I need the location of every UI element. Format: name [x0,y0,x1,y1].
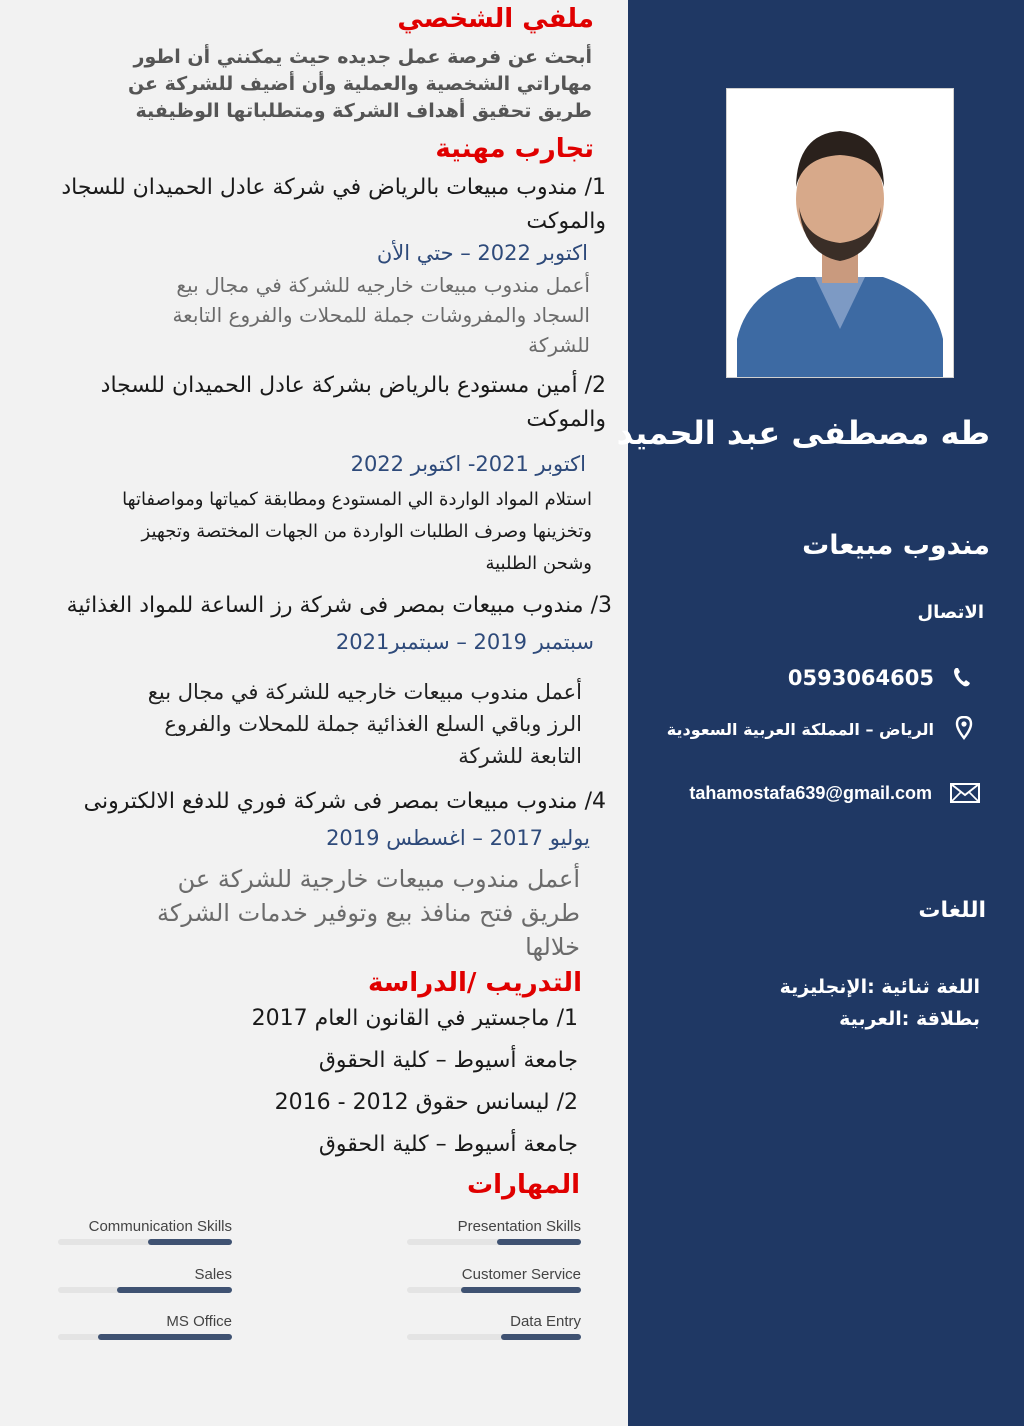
skill-label: Presentation Skills [457,1218,581,1235]
skill-bar-fill [117,1287,232,1293]
skill-bar-track [407,1334,581,1340]
skill-bar-fill [501,1334,581,1340]
job-3-date: سبتمبر 2019 – سبتمبر2021 [335,630,594,654]
skill-bar-fill [497,1239,581,1245]
skill-bar-fill [461,1287,581,1293]
skill-bar-track [58,1334,232,1340]
job-1-desc-line-3: للشركة [528,333,590,357]
phone-number: 0593064605 [787,666,934,690]
job-4-desc-line-1: أعمل مندوب مبيعات خارجية للشركة عن [177,865,580,893]
email-address: tahamostafa639@gmail.com [689,783,932,803]
job-2-date: اكتوبر 2021- اكتوبر 2022 [350,452,586,476]
candidate-name: طه مصطفى عبد الحميد [616,414,990,452]
education-item-4: جامعة أسيوط – كلية الحقوق [318,1132,578,1157]
profile-photo [726,88,954,378]
skill-bar-fill [148,1239,232,1245]
candidate-job-title: مندوب مبيعات [802,530,990,561]
job-1-title-line-1: 1/ مندوب مبيعات بالرياض في شركة عادل الحميدان للسجاد [61,175,606,200]
job-4-title: 4/ مندوب مبيعات بمصر فى شركة فوري للدفع الالكترونى [83,789,606,814]
profile-heading: ملفي الشخصي [397,4,594,34]
location-text: الرياض – المملكة العربية السعودية [666,720,934,739]
education-item-2: جامعة أسيوط – كلية الحقوق [318,1048,578,1073]
job-4-desc-line-3: خلالها [525,933,580,961]
job-2-desc-line-2: وتخزينها وصرف الطلبات الواردة من الجهات المختصة وتجهيز [141,521,592,542]
education-heading: التدريب /الدراسة [367,968,582,998]
job-2-title-line-1: 2/ أمين مستودع بالرياض بشركة عادل الحميدان للسجاد [100,373,606,398]
job-3-desc-line-3: التابعة للشركة [458,744,582,768]
phone-icon [952,666,972,688]
contact-heading: الاتصال [917,602,984,623]
job-4-desc-line-2: طريق فتح منافذ بيع وتوفير خدمات الشركة [157,899,580,927]
education-item-1: 1/ ماجستير في القانون العام 2017 [251,1006,578,1031]
skill-bar-track [407,1239,581,1245]
education-item-3: 2/ ليسانس حقوق 2012 - 2016 [274,1090,578,1115]
skill-bar-fill [98,1334,232,1340]
skill-label: MS Office [166,1313,232,1330]
experience-heading: تجارب مهنية [435,134,594,164]
job-2-desc-line-3: وشحن الطلبية [485,553,592,574]
job-4-date: يوليو 2017 – اغسطس 2019 [326,826,590,850]
job-1-title-line-2: والموكت [526,209,606,234]
summary-line-2: مهاراتي الشخصية والعملية وأن أضيف للشركة عن [127,73,592,95]
skill-label: Communication Skills [88,1218,232,1235]
skill-bar-track [58,1239,232,1245]
skills-heading: المهارات [466,1170,580,1200]
job-3-title: 3/ مندوب مبيعات بمصر فى شركة رز الساعة للمواد الغذائية [66,593,612,618]
skill-bar-track [407,1287,581,1293]
summary-line-1: أبحث عن فرصة عمل جديده حيث يمكنني أن اطور [133,46,592,68]
skill-bar-track [58,1287,232,1293]
job-3-desc-line-2: الرز وباقي السلع الغذائية جملة للمحلات والفروع [164,712,582,736]
job-2-title-line-2: والموكت [526,407,606,432]
envelope-icon [950,783,980,803]
job-2-desc-line-1: استلام المواد الواردة الي المستودع ومطابقة كمياتها ومواصفاتها [122,489,592,510]
job-3-desc-line-1: أعمل مندوب مبيعات خارجيه للشركة في مجال بيع [147,680,582,704]
languages-heading: اللغات [918,898,986,923]
job-1-desc-line-1: أعمل مندوب مبيعات خارجيه للشركة في مجال بيع [176,273,590,297]
language-1: اللغة ثنائية :الإنجليزية [779,976,980,998]
skill-label: Data Entry [510,1313,581,1330]
job-1-date: اكتوبر 2022 – حتي الأن [376,241,588,265]
job-1-desc-line-2: السجاد والمفروشات جملة للمحلات والفروع التابعة [172,303,590,327]
skill-label: Customer Service [461,1266,581,1283]
location-pin-icon [955,716,973,740]
skill-label: Sales [194,1266,232,1283]
summary-line-3: طريق تحقيق أهداف الشركة ومتطلباتها الوظيفية [135,100,592,122]
language-2: بطلاقة :العربية [839,1008,980,1030]
